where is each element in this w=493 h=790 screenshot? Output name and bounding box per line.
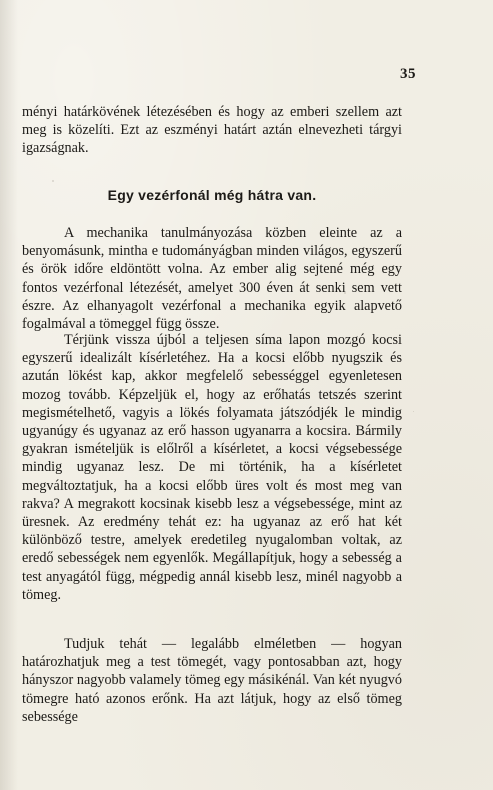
- page-number: 35: [400, 66, 416, 82]
- paragraph-cart-experiment: Térjünk vissza újból a teljesen síma lapon mozgó kocsi egyszerű idealizált kísérletéhez. Ha a kocsi előbb nyugszik és azután lökést kap, akkor megfelelő sebességgel egyenletesen mozog tovább. Képzeljük el, hogy az erőhatás tetszés szerint megismételhető, vagyis a lökés folyamata játszódjék le mindig ugyanúgy és ugyanaz az erő hasson ugyanarra a kocsira. Bármily gyakran ismételjük is előlről a kísérletet, a kocsi végsebessége mindig ugyanaz lesz. De mi történik, ha a kísérletet megváltoztatjuk, ha a kocsi előbb üres volt és most meg van rakva? A megrakott kocsinak kisebb lesz a végsebessége, mint az üresnek. Az eredmény tehát ez: ha ugyanaz az erő hat két különböző testre, amelyek eredetileg nyugalomban voltak, az eredő sebességek nem egyenlők. Megállapítjuk, hogy a sebesség a test anyagától függ, mégpedig annál kisebb lesz, minél nagyobb a tömeg.: [22, 332, 402, 603]
- paragraph-mass-measurement: Tudjuk tehát — legalább elméletben — hogyan határozhatjuk meg a test tömegét, vagy pontosabban azt, hogy hányszor nagyobb valamely tömeg egy másikénál. Van két nyugvó tömegre ható azonos erőnk. Ha azt látjuk, hogy az első tömeg sebessége: [22, 636, 402, 725]
- section-heading: Egy vezérfonál még hátra van.: [107, 187, 317, 203]
- page-fold-shadow: [0, 0, 18, 790]
- intro-paragraph: ményi határkövének létezésében és hogy az emberi szellem azt meg is közelíti. Ezt az eszményi határt aztán elnevezheti tárgyi igazságnak.: [22, 104, 402, 157]
- paragraph-mechanics: A mechanika tanulmányozása közben eleinte az a benyomásunk, mintha e tudományágban minden világos, egyszerű és örök időre eldöntött volna. Az ember alig sejtené még egy fontos vezérfonal létezését, amelyet 300 éven át senki sem vett észre. Az elhanyagolt vezérfonal a mechanika egyik alapvető fogalmával a tömeggel függ össze.: [22, 225, 402, 333]
